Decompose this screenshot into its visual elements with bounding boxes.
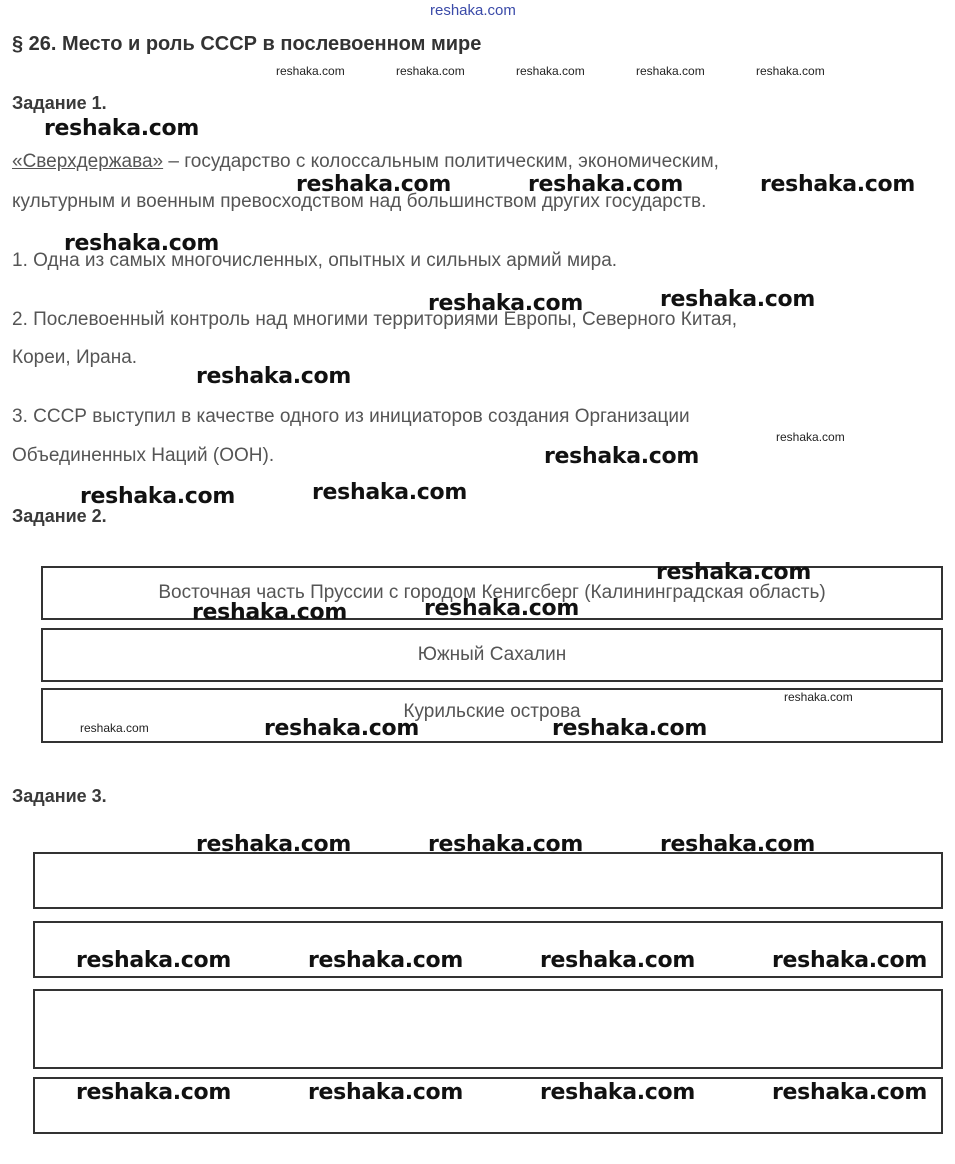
watermark: reshaka.com (424, 596, 579, 621)
list-item-1: 1. Одна из самых многочисленных, опытных и сильных армий мира. (12, 250, 618, 271)
watermark: reshaka.com (312, 480, 467, 505)
watermark: reshaka.com (544, 444, 699, 469)
task2-heading: Задание 2. (12, 506, 107, 526)
term-superpower: «Сверхдержава» (12, 151, 164, 172)
watermark: reshaka.com (636, 64, 705, 78)
watermark: reshaka.com (276, 64, 345, 78)
answer-box-1-text: Восточная часть Пруссии с городом Кенигсберг (Калининградская область) (158, 582, 826, 603)
list-item-3-line-2: Объединенных Наций (ООН). (12, 445, 275, 466)
empty-answer-box-3 (33, 989, 943, 1069)
watermark: reshaka.com (192, 600, 347, 625)
top-watermark: reshaka.com (430, 2, 516, 19)
watermark: reshaka.com (428, 291, 583, 316)
task1-heading: Задание 1. (12, 93, 107, 113)
watermark: reshaka.com (264, 716, 419, 741)
watermark: reshaka.com (516, 64, 585, 78)
answer-box-3-text: Курильские острова (403, 700, 581, 722)
watermark: reshaka.com (660, 832, 815, 857)
watermark: reshaka.com (772, 948, 927, 973)
empty-answer-box-1 (33, 852, 943, 909)
watermark: reshaka.com (656, 560, 811, 585)
watermark: reshaka.com (552, 716, 707, 741)
watermark: reshaka.com (44, 116, 199, 141)
watermark: reshaka.com (540, 948, 695, 973)
watermark: reshaka.com (540, 1080, 695, 1105)
task3-heading: Задание 3. (12, 786, 107, 806)
list-item-3-line-1: 3. СССР выступил в качестве одного из инициаторов создания Организации (12, 406, 690, 427)
watermark: reshaka.com (196, 832, 351, 857)
watermark: reshaka.com (80, 484, 235, 509)
watermark: reshaka.com (76, 1080, 231, 1105)
definition-line-2: культурным и военным превосходством над большинством других государств. (12, 191, 707, 212)
watermark: reshaka.com (772, 1080, 927, 1105)
watermark: reshaka.com (528, 172, 683, 197)
answer-box-2-text: Южный Сахалин (417, 644, 567, 665)
watermark: reshaka.com (660, 287, 815, 312)
watermark: reshaka.com (308, 948, 463, 973)
watermark: reshaka.com (396, 64, 465, 78)
page-title: § 26. Место и роль СССР в послевоенном мире (12, 33, 482, 55)
watermark: reshaka.com (776, 430, 845, 444)
watermark: reshaka.com (784, 690, 853, 704)
watermark: reshaka.com (760, 172, 915, 197)
list-item-2-line-2: Кореи, Ирана. (12, 347, 138, 368)
watermark: reshaka.com (296, 172, 451, 197)
answer-box-2 (41, 628, 943, 682)
watermark: reshaka.com (76, 948, 231, 973)
watermark: reshaka.com (308, 1080, 463, 1105)
list-item-2-line-1: 2. Послевоенный контроль над многими территориями Европы, Северного Китая, (12, 309, 738, 330)
definition-text: – государство с колоссальным политическим, экономическим, (163, 151, 719, 172)
watermark: reshaka.com (80, 721, 149, 735)
watermark: reshaka.com (196, 364, 351, 389)
watermark: reshaka.com (756, 64, 825, 78)
watermark: reshaka.com (64, 231, 219, 256)
watermark: reshaka.com (428, 832, 583, 857)
